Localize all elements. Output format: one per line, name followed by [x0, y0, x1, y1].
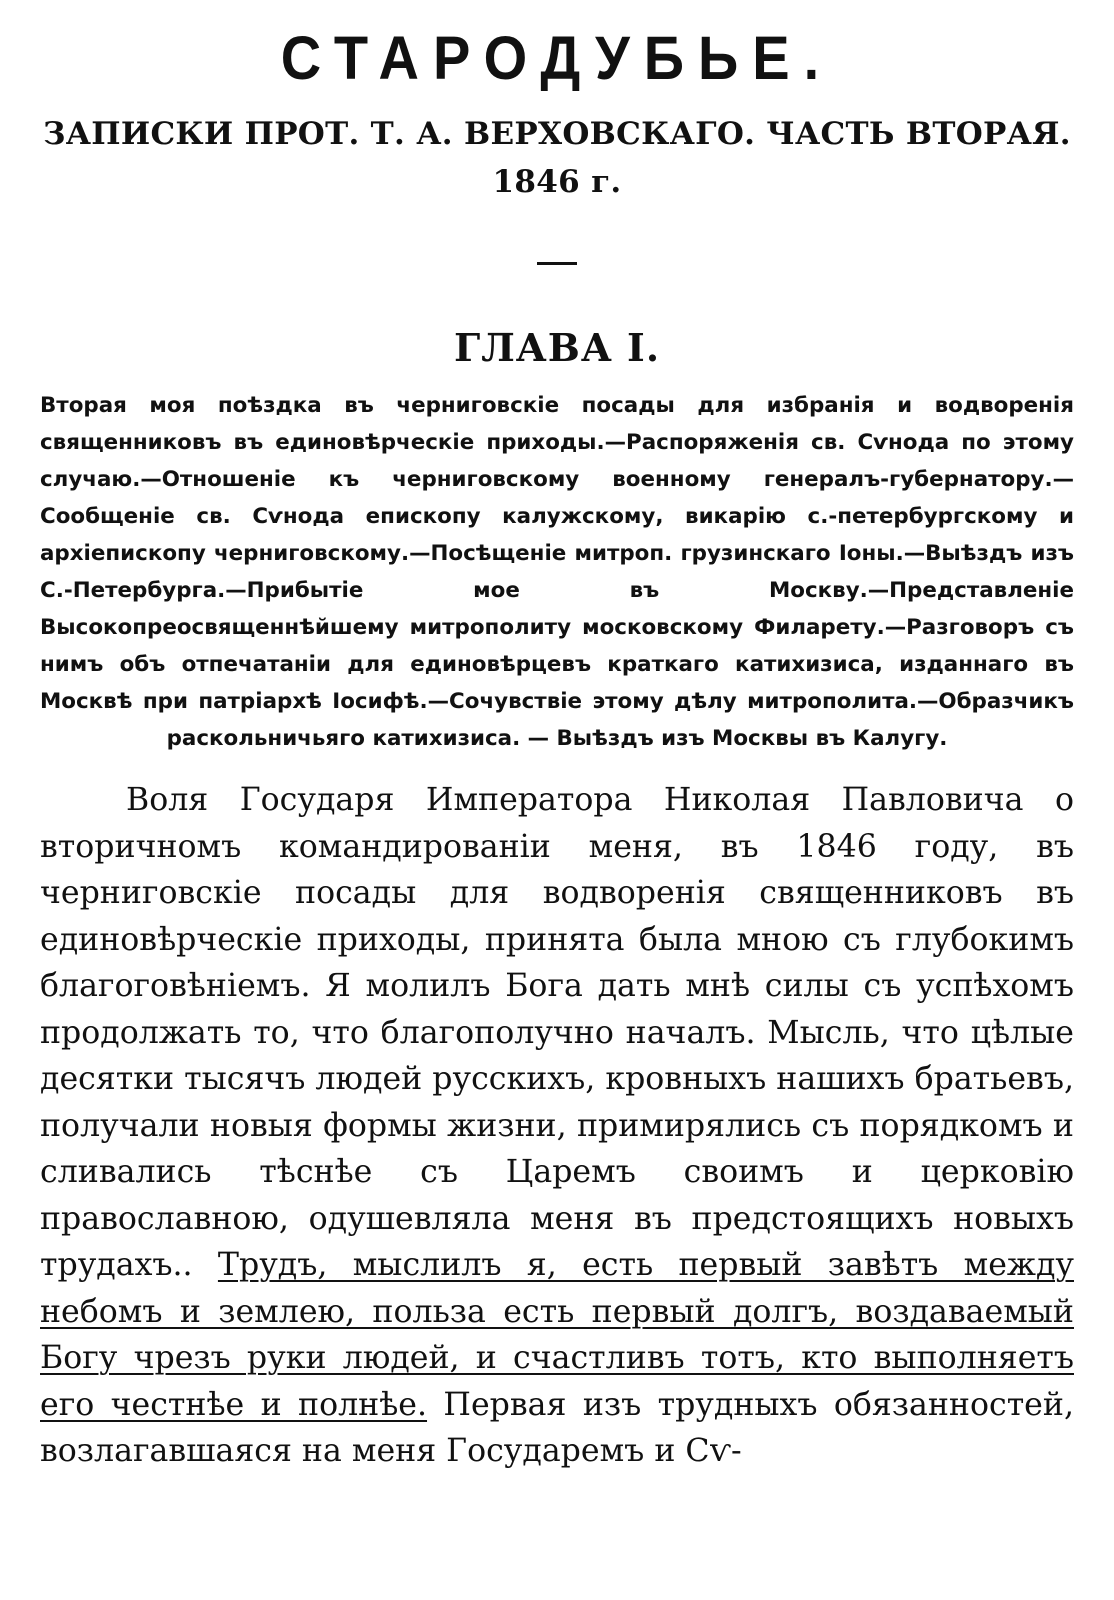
subtitle-year-line: 1846 г.: [492, 164, 622, 200]
body-text-opening: Воля Государя Императора Николая Павловича о вторичномъ командированіи меня, въ 1846 году, въ черниговскіе посады для водворенія священниковъ въ единовѣрческіе приходы, принята была мною съ глубокимъ благоговѣніемъ. Я молилъ Бога дать мнѣ силы съ успѣхомъ продолжать то, что благополучно началъ. Мысль, что цѣлые десятки тысячъ людей русскихъ, кровныхъ нашихъ братьевъ, получали новыя формы жизни, примирялись съ порядкомъ и сливались тѣснѣе съ Царемъ своимъ и церковію православною, одушевляла меня въ предстоящихъ новыхъ трудахъ..: [40, 782, 1074, 1283]
body-paragraph: [40, 777, 1074, 1475]
chapter-heading: ГЛАВА I.: [453, 325, 661, 370]
subtitle-author-line: ЗАПИСКИ ПРОТ. Т. А. ВЕРХОВСКАГО. ЧАСТЬ ВТОРАЯ.: [43, 116, 1071, 152]
chapter-summary: Вторая моя поѣздка въ черниговскіе посады для избранія и водворенія священниковъ въ единовѣрческіе приходы.—Распоряженія св. Сѵнода по этому случаю.—Отношеніе къ черниговскому военному генералъ-губернатору.—Сообщеніе св. Сѵнода епископу калужскому, викарію с.-петербургскому и архіепископу черниговскому.—Посѣщеніе митроп. грузинскаго Іоны.—Выѣздъ изъ С.-Петербурга.—Прибытіе мое въ Москву.—Представленіе Высокопреосвященнѣйшему митрополиту московскому Филарету.—Разговоръ съ нимъ объ отпечатаніи для единовѣрцевъ краткаго катихизиса, изданнаго въ Москвѣ при патріархѣ Іосифѣ.—Сочувствіе этому дѣлу митрополита.—Образчикъ раскольничьяго катихизиса. — Выѣздъ изъ Москвы въ Калугу.: [40, 393, 1074, 751]
subtitle: [40, 110, 1074, 206]
body-text-continuation: Первая изъ трудныхъ обязанностей, возлагавшаяся на меня Государемъ и Сѵ-: [40, 1386, 1074, 1469]
underlined-passage: Трудъ, мыслилъ я, есть первый завѣтъ между небомъ и землею, польза есть первый долгъ, воздаваемый Богу чрезъ руки людей, и счастливъ тотъ, кто выполняетъ его честнѣе и полнѣе.: [40, 1247, 1074, 1423]
section-divider: [537, 262, 577, 265]
page-title: СТАРОДУБЬЕ.: [280, 22, 834, 93]
